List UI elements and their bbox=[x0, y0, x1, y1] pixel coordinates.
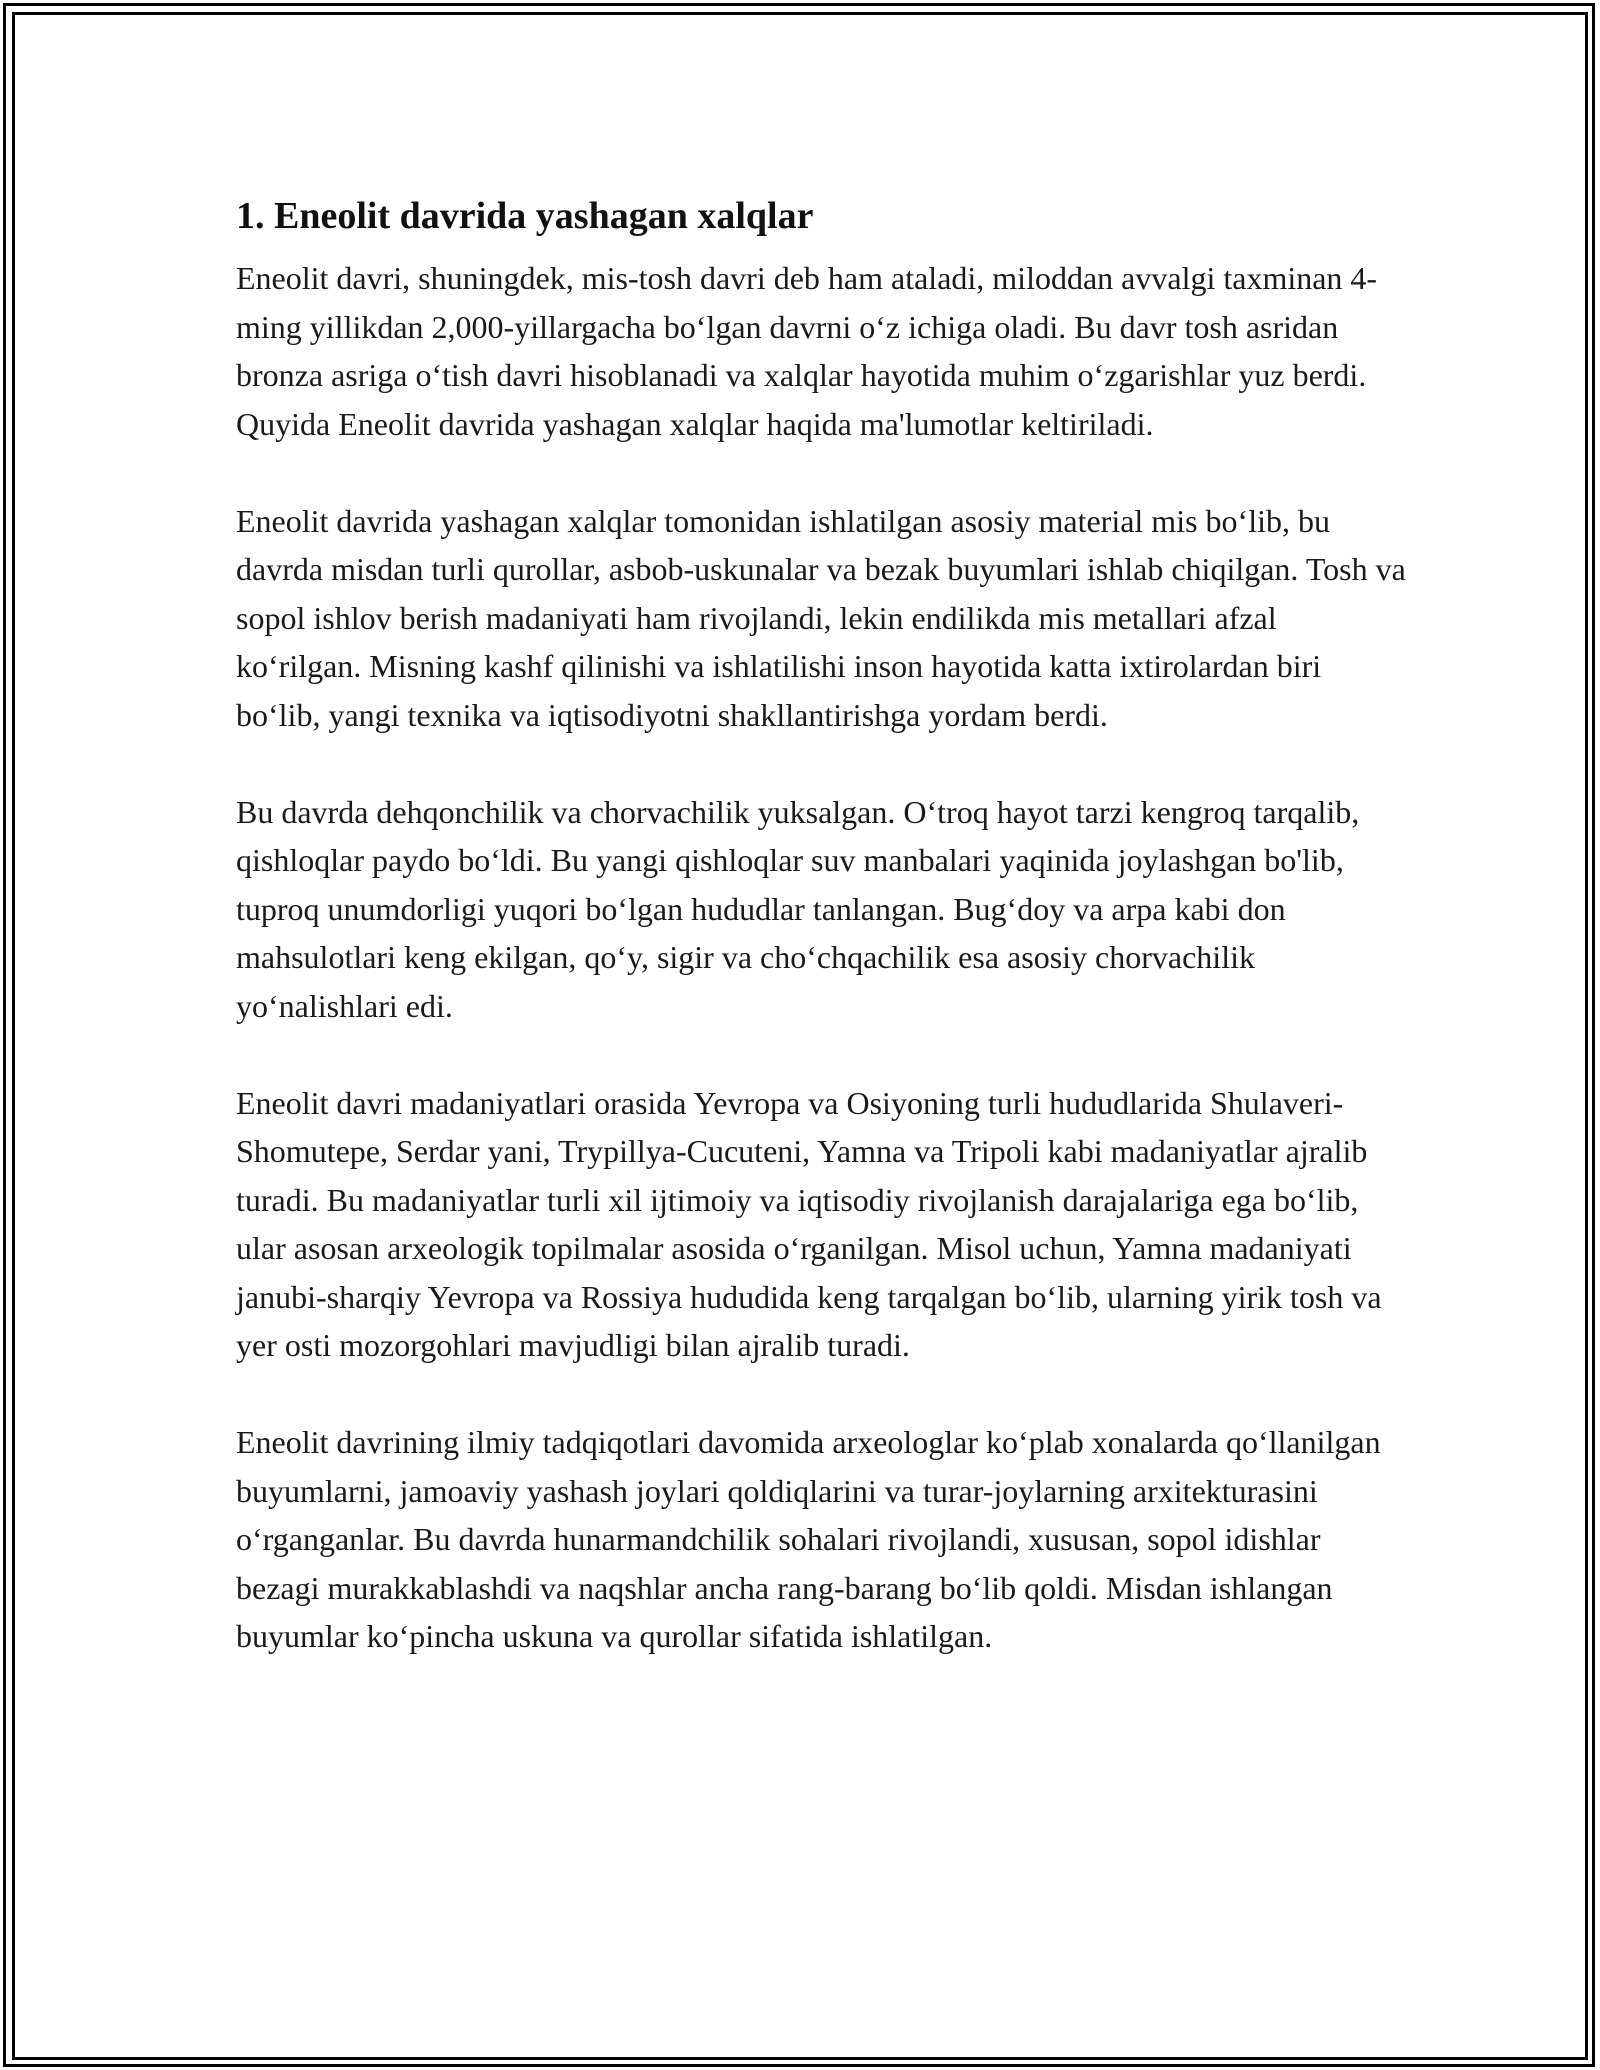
paragraph-4: Eneolit davri madaniyatlari orasida Yevropa va Osiyoning turli hududlarida Shulaveri-Shomutepe, Serdar yani, Trypillya-Cucuteni, Yamna va Tripoli kabi madaniyatlar ajralib turadi. Bu madaniyatlar turli xil ijtimoiy va iqtisodiy rivojlanish darajalariga ega bo‘lib, ular asosan arxeologik topilmalar asosida o‘rganilgan. Misol uchun, Yamna madaniyati janubi-sharqiy Yevropa va Rossiya hududida keng tarqalgan bo‘lib, ularning yirik tosh va yer osti mozorgohlari mavjudligi bilan ajralib turadi. bbox=[236, 1084, 1382, 1363]
paragraph-3: Bu davrda dehqonchilik va chorvachilik yuksalgan. O‘troq hayot tarzi kengroq tarqalib, qishloqlar paydo bo‘ldi. Bu yangi qishloqlar suv manbalari yaqinida joylashgan bo'lib, tuproq unumdorligi yuqori bo‘lgan hududlar tanlangan. Bug‘doy va arpa kabi don mahsulotlari keng ekilgan, qo‘y, sigir va cho‘chqachilik esa asosiy chorvachilik yo‘nalishlari edi. bbox=[236, 793, 1360, 1024]
paragraph-1: Eneolit davri, shuningdek, mis-tosh davri deb ham ataladi, miloddan avvalgi taxminan 4-ming yillikdan 2,000-yillargacha bo‘lgan davrni o‘z ichiga oladi. Bu davr tosh asridan bronza asriga o‘tish davri hisoblanadi va xalqlar hayotida muhim o‘zgarishlar yuz berdi. Quyida Eneolit davrida yashagan xalqlar haqida ma'lumotlar keltiriladi. bbox=[236, 260, 1378, 442]
document-body bbox=[236, 186, 1406, 1709]
paragraph-5: Eneolit davrining ilmiy tadqiqotlari davomida arxeologlar ko‘plab xonalarda qo‘llanilgan buyumlarni, jamoaviy yashash joylari qoldiqlarini va turar-joylarning arxitekturasini o‘rganganlar. Bu davrda hunarmandchilik sohalari rivojlandi, xususan, sopol idishlar bezagi murakkablashdi va naqshlar ancha rang-barang bo‘lib qoldi. Misdan ishlangan buyumlar ko‘pincha uskuna va qurollar sifatida ishlatilgan. bbox=[236, 1424, 1381, 1654]
document-title: 1. Eneolit davrida yashagan xalqlar bbox=[236, 195, 814, 237]
paragraph-2: Eneolit davrida yashagan xalqlar tomonidan ishlatilgan asosiy material mis bo‘lib, bu davrda misdan turli qurollar, asbob-uskunalar va bezak buyumlari ishlab chiqilgan. Tosh va sopol ishlov berish madaniyati ham rivojlandi, lekin endilikda mis metallari afzal ko‘rilgan. Misning kashf qilinishi va ishlatilishi inson hayotida katta ixtirolardan biri bo‘lib, yangi texnika va iqtisodiyotni shakllantirishga yordam berdi. bbox=[236, 502, 1406, 733]
